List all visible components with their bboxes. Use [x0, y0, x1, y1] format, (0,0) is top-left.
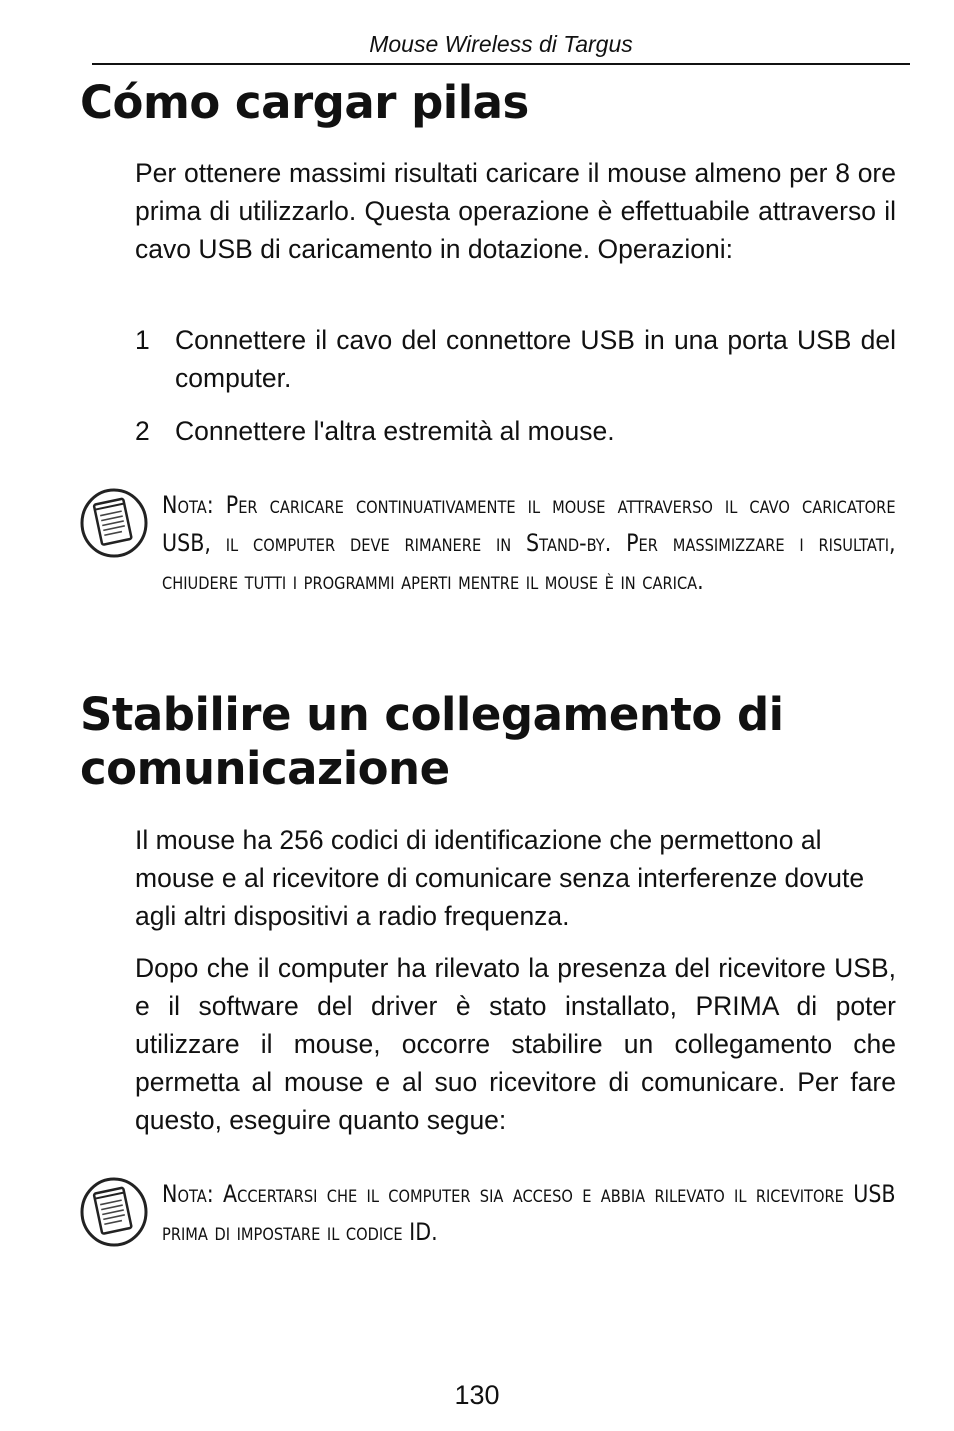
paragraph: Dopo che il computer ha rilevato la presenza del ricevitore USB, e il software del driver è stato installato, PRIMA di poter utilizzare il mouse, occorre stabilire un collegamento che permetta al mouse e al suo ricevitore di comunicare. Per fare questo, eseguire quanto segue: — [135, 953, 896, 1135]
note-text: Nota: Per caricare continuativamente il mouse attraverso il cavo caricatore USB, il computer deve rimanere in Stand-by. Per massimizzare i risultati, chiudere tutti i programmi aperti mentre il mouse è in carica. — [162, 491, 896, 595]
step-text: Connettere il cavo del connettore USB in una porta USB del computer. — [175, 325, 896, 393]
section-title-charging: Cómo cargar pilas — [80, 76, 529, 129]
list-item — [135, 412, 896, 450]
header-rule — [92, 63, 910, 65]
page-number: 130 — [454, 1380, 500, 1410]
intro-paragraph: Per ottenere massimi risultati caricare il mouse almeno per 8 ore prima di utilizzarlo. Questa operazione è effettuabile attraverso il cavo USB di caricamento in dotazione. Operazioni: — [135, 158, 896, 264]
section-title-communication: Stabilire un collegamento di comunicazione — [80, 688, 784, 795]
notepad-icon — [80, 1177, 148, 1247]
list-item — [135, 321, 896, 397]
paragraph: Il mouse ha 256 codici di identificazione che permettono al mouse e al ricevitore di comunicare senza interferenze dovute agli altri dispositivi a radio frequenza. — [135, 825, 865, 931]
notepad-icon — [80, 488, 148, 558]
step-text: Connettere l'altra estremità al mouse. — [175, 416, 615, 446]
note-text: Nota: Accertarsi che il computer sia acceso e abbia rilevato il ricevitore USB prima di impostare il codice ID. — [162, 1180, 896, 1246]
running-header: Mouse Wireless di Targus — [369, 31, 633, 57]
step-number: 1 — [135, 325, 150, 355]
step-number: 2 — [135, 416, 150, 446]
